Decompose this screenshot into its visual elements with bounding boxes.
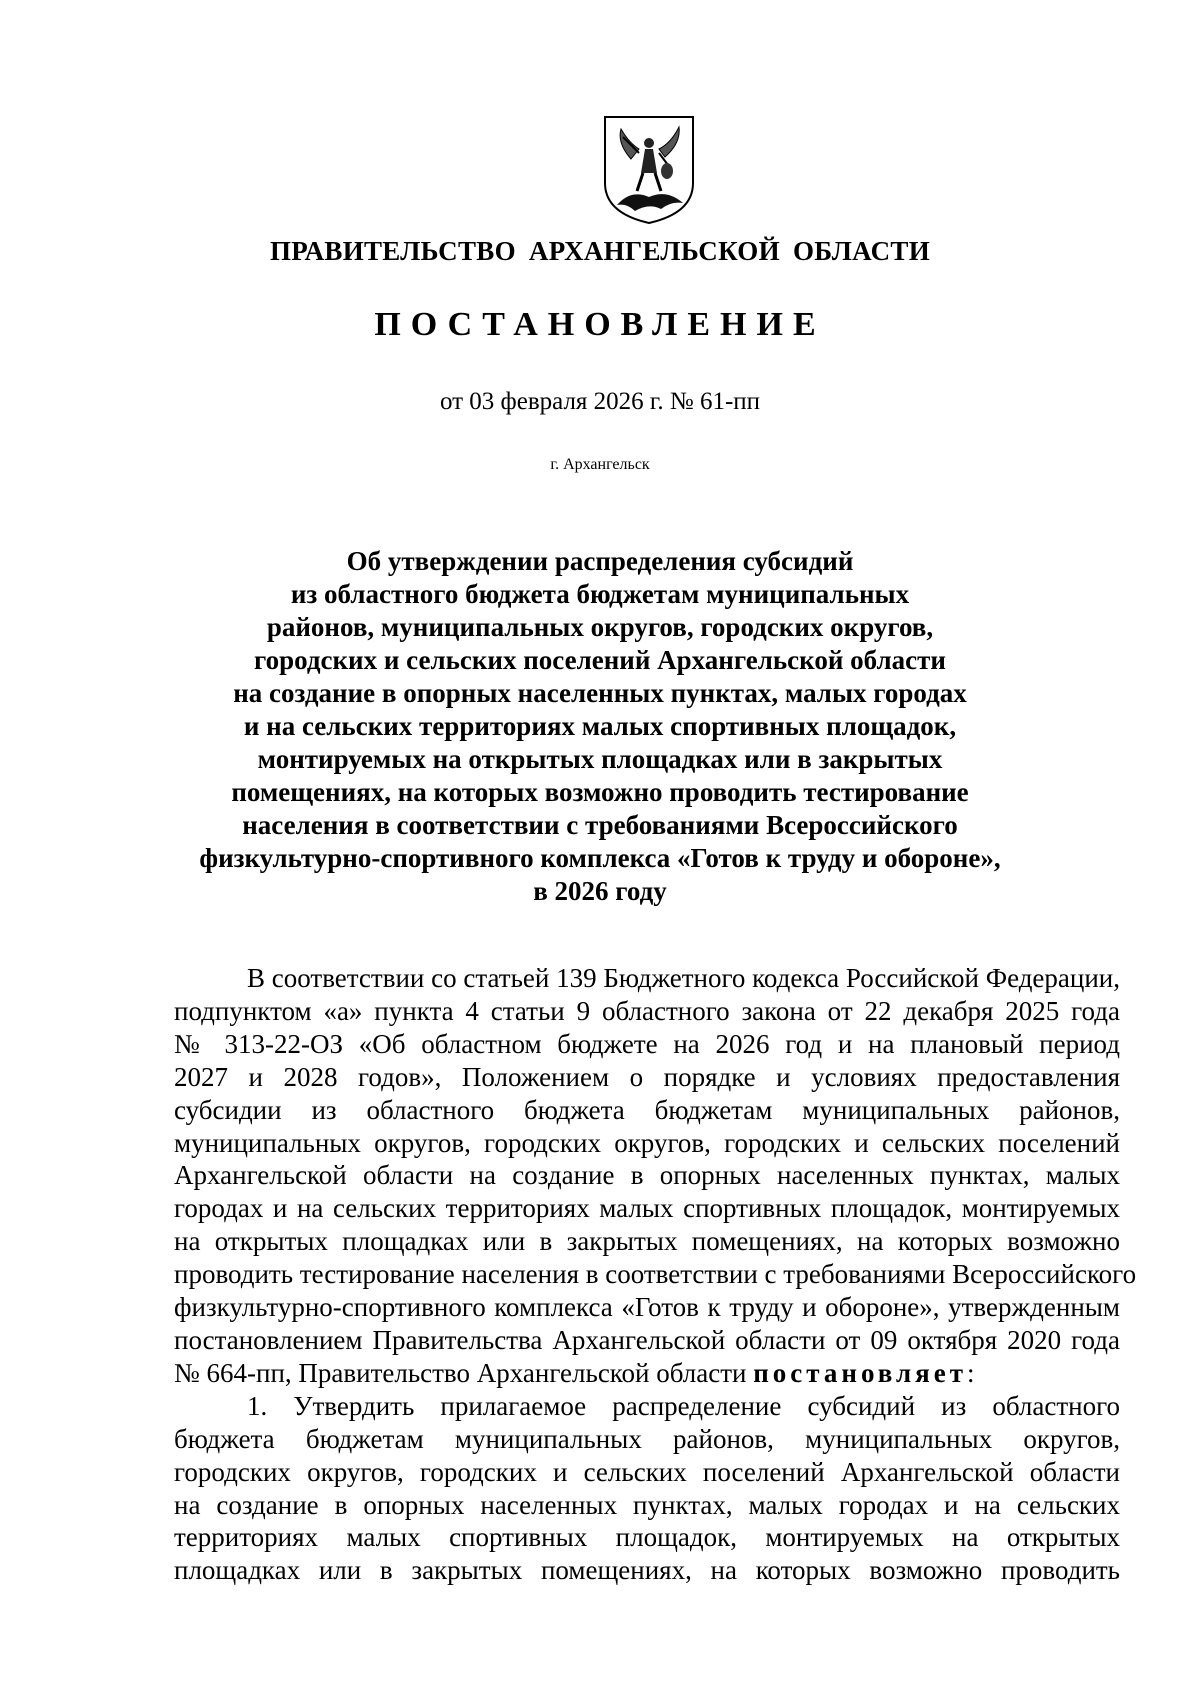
document-type: ПОСТАНОВЛЕНИЕ: [374, 306, 826, 343]
heading-line: монтируемых на открытых площадках или в закрытых: [257, 744, 943, 774]
body-line: субсидии из областного бюджета бюджетам муниципальных районов,: [174, 1094, 1120, 1125]
item-line: площадках или в закрытых помещениях, на которых возможно проводить: [174, 1555, 1120, 1586]
heading-line: и на сельских территориях малых спортивных площадок,: [243, 711, 957, 741]
item-line: бюджета бюджетам муниципальных районов, муниципальных округов,: [174, 1423, 1120, 1454]
document-date-number: от 03 февраля 2026 г. № 61-пп: [439, 388, 761, 415]
body-line: В соответствии со статьей 139 Бюджетного кодекса Российской Федерации,: [247, 963, 1120, 993]
item-line: территориях малых спортивных площадок, монтируемых на открытых: [174, 1522, 1120, 1553]
body-line: подпунктом «а» пункта 4 статьи 9 областного закона от 22 декабря 2025 года: [174, 995, 1120, 1026]
body-line: № 313-22-ОЗ «Об областном бюджете на 2026 год и на плановый период: [174, 1028, 1120, 1059]
body-line: физкультурно-спортивного комплекса «Готов к труду и обороне», утвержденным: [174, 1292, 1120, 1323]
item-line: на создание в опорных населенных пунктах, малых городах и на сельских: [174, 1489, 1120, 1520]
heading-line: городских и сельских поселений Архангельской области: [254, 645, 946, 675]
government-title: ПРАВИТЕЛЬСТВО АРХАНГЕЛЬСКОЙ ОБЛАСТИ: [269, 236, 931, 266]
resolves-word: постановляет: [753, 1357, 967, 1388]
body-text-fragment: :: [967, 1357, 975, 1388]
heading-line: населения в соответствии с требованиями Всероссийского: [242, 810, 958, 840]
body-line-resolves: [174, 1357, 1120, 1390]
item-line: 1. Утвердить прилагаемое распределение субсидий из областного: [247, 1390, 1120, 1421]
heading-line: в 2026 году: [533, 876, 667, 906]
heading-line: Об утверждении распределения субсидий: [346, 546, 854, 576]
body-text-fragment: № 664-пп, Правительство Архангельской области: [174, 1357, 754, 1388]
body-line: проводить тестирование населения в соответствии с требованиями Всероссийского: [174, 1259, 1137, 1290]
heading-line: из областного бюджета бюджетам муниципальных: [290, 579, 910, 609]
document-body: [174, 962, 1137, 1587]
body-line: городах и на сельских территориях малых спортивных площадок, монтируемых: [174, 1193, 1120, 1224]
heading-line: на создание в опорных населенных пунктах, малых городах: [233, 678, 967, 708]
body-line: 2027 и 2028 годов», Положением о порядке и условиях предоставления: [174, 1061, 1120, 1092]
document-city: г. Архангельск: [550, 456, 650, 473]
body-line: на открытых площадках или в закрытых помещениях, на которых возможно: [174, 1226, 1120, 1257]
body-line: муниципальных округов, городских округов, городских и сельских поселений: [174, 1127, 1120, 1158]
body-line: постановлением Правительства Архангельской области от 09 октября 2020 года: [174, 1324, 1120, 1355]
coat-of-arms-emblem: [601, 113, 697, 227]
coat-of-arms-icon: [601, 113, 697, 227]
heading-line: районов, муниципальных округов, городских округов,: [266, 612, 934, 642]
item-line: городских округов, городских и сельских поселений Архангельской области: [174, 1456, 1120, 1487]
heading-line: физкультурно-спортивного комплекса «Готов к труду и обороне»,: [199, 843, 1001, 873]
body-line: Архангельской области на создание в опорных населенных пунктах, малых: [174, 1160, 1120, 1191]
document-heading: [0, 545, 1200, 908]
heading-line: помещениях, на которых возможно проводить тестирование: [231, 777, 969, 807]
